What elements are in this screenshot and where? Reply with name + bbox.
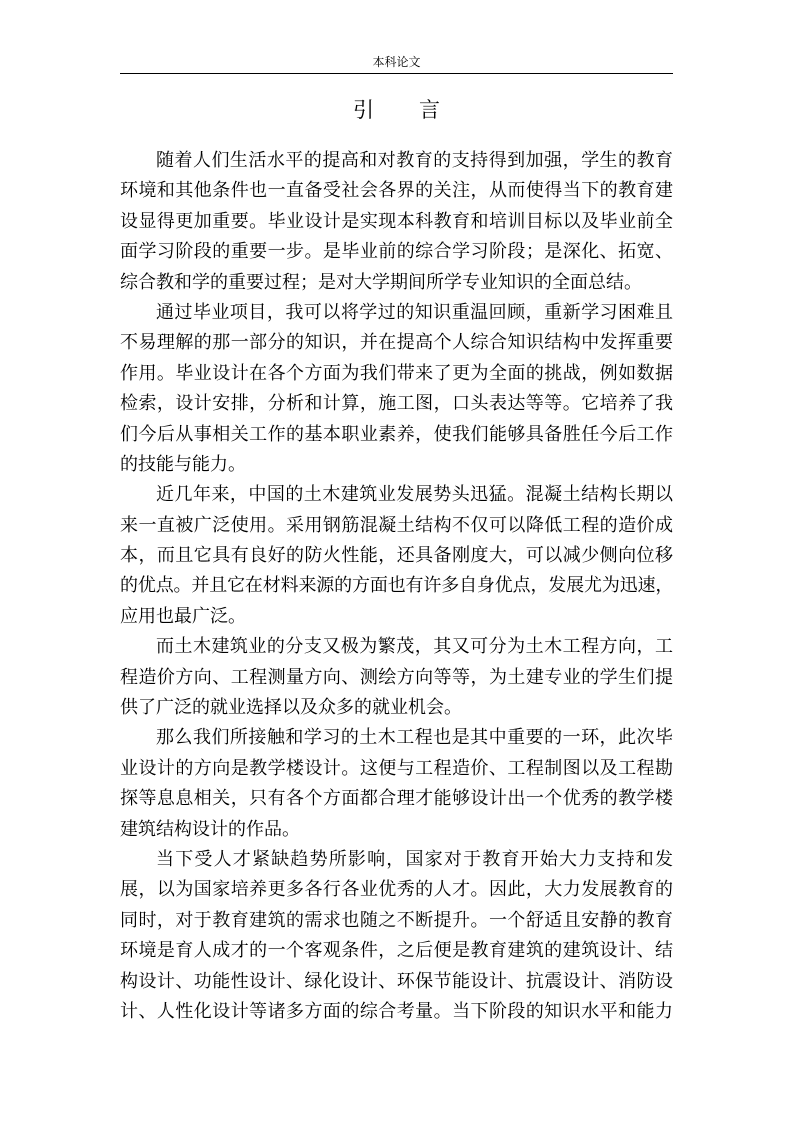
text-line: 环境和其他条件也一直备受社会各界的关注，从而使得当下的教育建	[120, 180, 673, 202]
text-line: 们今后从事相关工作的基本职业素养，使我们能够具备胜任今后工作	[120, 423, 673, 445]
text-line: 设显得更加重要。毕业设计是实现本科教育和培训目标以及毕业前全	[120, 210, 673, 232]
text-line: 而土木建筑业的分支又极为繁茂，其又可分为土木工程方向，工	[156, 636, 673, 658]
running-header-title: 本科论文	[372, 55, 421, 69]
text-line: 综合教和学的重要过程；是对大学期间所学专业知识的全面总结。	[120, 271, 642, 293]
text-line: 不易理解的那一部分的知识，并在提高个人综合知识结构中发挥重要	[120, 332, 673, 354]
text-line: 应用也最广泛。	[120, 605, 246, 627]
text-line: 同时，对于教育建筑的需求也随之不断提升。一个舒适且安静的教育	[120, 909, 673, 931]
text-line: 展，以为国家培养更多各行各业优秀的人才。因此，大力发展教育的	[120, 879, 673, 901]
text-line: 面学习阶段的重要一步。是毕业前的综合学习阶段；是深化、拓宽、	[120, 241, 673, 263]
header-rule	[120, 73, 673, 74]
text-line: 建筑结构设计的作品。	[120, 818, 300, 840]
text-line: 本，而且它具有良好的防火性能，还具备刚度大，可以减少侧向位移	[120, 545, 673, 567]
paragraph	[120, 146, 673, 298]
paragraph	[120, 632, 673, 723]
text-line: 作用。毕业设计在各个方面为我们带来了更为全面的挑战，例如数据	[120, 362, 673, 384]
body-text	[120, 146, 673, 1027]
text-line: 来一直被广泛使用。采用钢筋混凝土结构不仅可以降低工程的造价成	[120, 514, 673, 536]
paragraph	[120, 298, 673, 480]
page-title: 引 言	[353, 98, 452, 122]
text-line: 环境是育人成才的一个客观条件，之后便是教育建筑的建筑设计、结	[120, 940, 673, 962]
paragraph	[120, 480, 673, 632]
text-line: 那么我们所接触和学习的土木工程也是其中重要的一环，此次毕	[156, 727, 673, 749]
text-line: 的优点。并且它在材料来源的方面也有许多自身优点，发展尤为迅速，	[120, 575, 673, 597]
text-line: 业设计的方向是教学楼设计。这便与工程造价、工程制图以及工程勘	[120, 757, 673, 779]
text-line: 通过毕业项目，我可以将学过的知识重温回顾，重新学习困难且	[156, 301, 673, 323]
paragraph	[120, 723, 673, 845]
text-line: 探等息息相关，只有各个方面都合理才能够设计出一个优秀的教学楼	[120, 788, 673, 810]
text-line: 计、人性化设计等诸多方面的综合考量。当下阶段的知识水平和能力	[120, 1000, 673, 1022]
text-line: 近几年来，中国的土木建筑业发展势头迅猛。混凝土结构长期以	[156, 484, 673, 506]
text-line: 程造价方向、工程测量方向、测绘方向等等，为土建专业的学生们提	[120, 666, 673, 688]
text-line: 检索，设计安排，分析和计算，施工图，口头表达等等。它培养了我	[120, 393, 673, 415]
paragraph	[120, 845, 673, 1027]
text-line: 构设计、功能性设计、绿化设计、环保节能设计、抗震设计、消防设	[120, 970, 673, 992]
text-line: 当下受人才紧缺趋势所影响，国家对于教育开始大力支持和发	[156, 848, 673, 870]
text-line: 的技能与能力。	[120, 453, 246, 475]
text-line: 随着人们生活水平的提高和对教育的支持得到加强，学生的教育	[156, 150, 673, 171]
text-line: 供了广泛的就业选择以及众多的就业机会。	[120, 697, 462, 719]
